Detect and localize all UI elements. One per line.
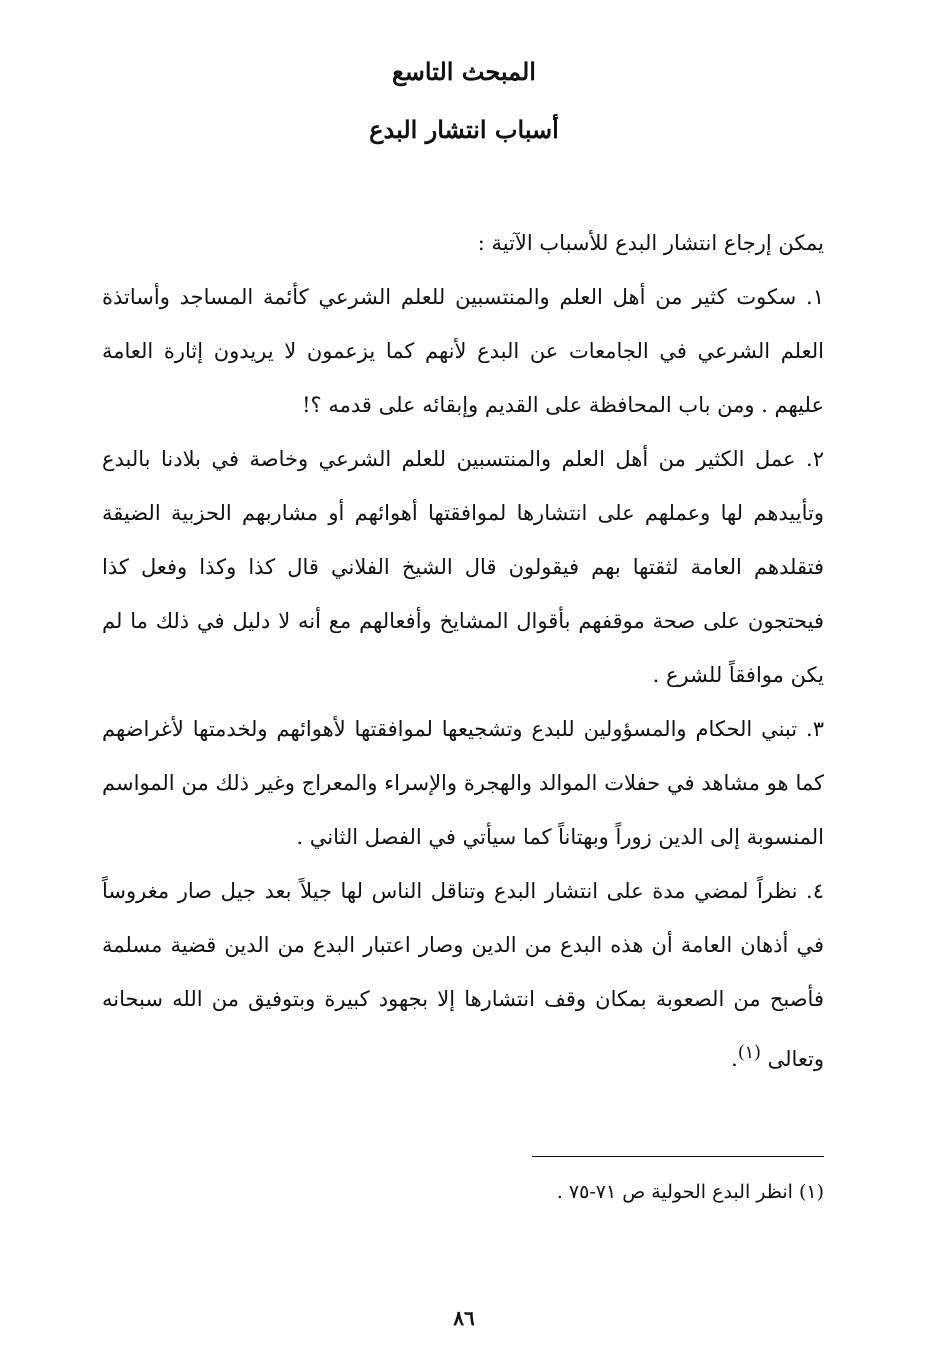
body-text xyxy=(102,216,824,1086)
reason-paragraph-3: ٣. تبني الحكام والمسؤولين للبدع وتشجيعها لموافقتها لأهوائهم ولخدمتها لأغراضهم كما هو مشاهد في حفلات الموالد والهجرة والإسراء والمعراج وغير ذلك من المواسم المنسوبة إلى الدين زوراً وبهتاناً كما سيأتي في الفصل الثاني . xyxy=(102,717,824,849)
footnote-reference: (١) xyxy=(737,1043,761,1063)
intro-paragraph: يمكن إرجاع انتشار البدع للأسباب الآتية : xyxy=(477,231,824,255)
chapter-title: أسباب انتشار البدع xyxy=(369,115,559,144)
reason-paragraph-2: ٢. عمل الكثير من أهل العلم والمنتسبين للعلم الشرعي وخاصة في بلادنا بالبدع وتأييدهم لها وعملهم على انتشارها لموافقتها أهوائهم أو مشاربهم الحزبية الضيقة فتقلدهم العامة لثقتها بهم فيقولون قال الشيخ الفلاني قال كذا وكذا وفعل كذا فيحتجون على صحة موقفهم بأقوال المشايخ وأفعالهم مع أنه لا دليل في ذلك ما لم يكن موافقاً للشرع . xyxy=(102,447,824,687)
footnote: (١) انظر البدع الحولية ص ٧١-٧٥ . xyxy=(556,1181,824,1203)
section-heading: المبحث التاسع xyxy=(392,57,536,86)
final-period: . xyxy=(731,1047,738,1071)
reason-paragraph-4 xyxy=(102,864,824,1086)
reason-paragraph-1: ١. سكوت كثير من أهل العلم والمنتسبين للعلم الشرعي كأئمة المساجد وأساتذة العلم الشرعي في الجامعات عن البدع لأنهم كما يزعمون لا يريدون إثارة العامة عليهم . ومن باب المحافظة على القديم وإبقائه على قدمه ؟! xyxy=(102,285,824,417)
reason-4-text: ٤. نظراً لمضي مدة على انتشار البدع وتناقل الناس لها جيلاً بعد جيل صار مغروساً في أذهان العامة أن هذه البدع من الدين وصار اعتبار البدع من الدين قضية مسلمة فأصبح من الصعوبة بمكان وقف انتشارها إلا بجهود كبيرة وبتوفيق من الله سبحانه وتعالى xyxy=(102,879,824,1071)
footnote-separator xyxy=(532,1156,824,1157)
page-number: ٨٦ xyxy=(453,1306,475,1330)
